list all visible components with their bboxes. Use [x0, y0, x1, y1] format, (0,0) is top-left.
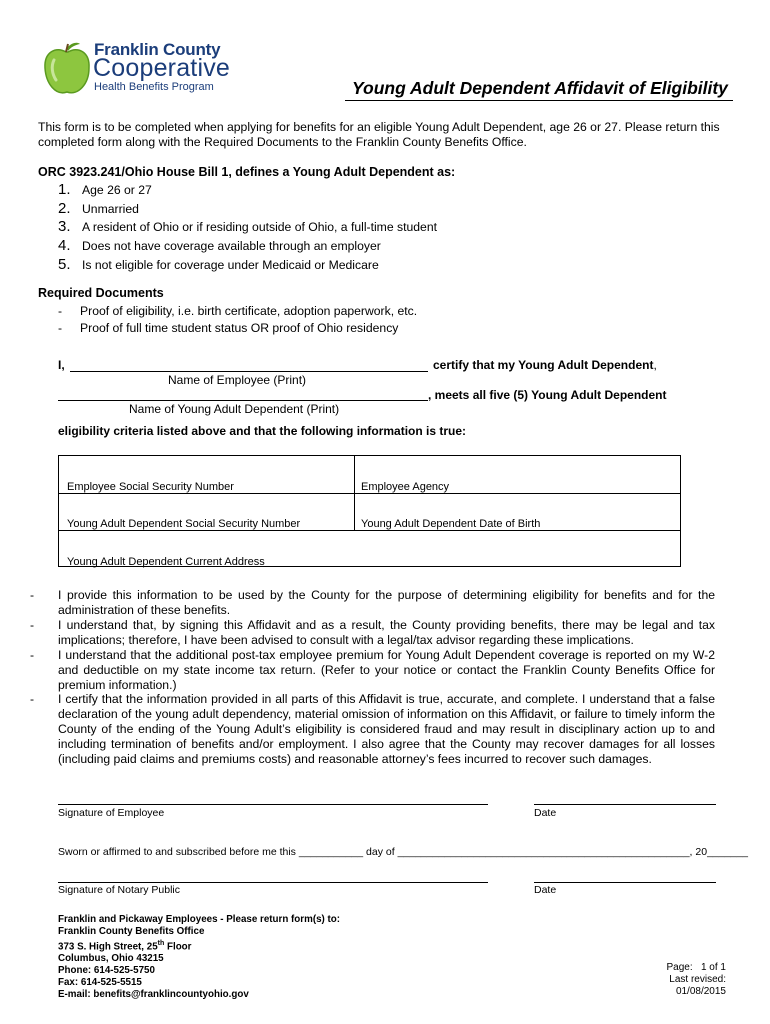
footer-fax: Fax: 614-525-5515 [58, 977, 142, 989]
dependent-address-field[interactable]: Young Adult Dependent Current Address [67, 556, 265, 568]
table-divider [59, 493, 680, 494]
notary-signature-line[interactable] [58, 882, 488, 883]
notary-date-line[interactable] [534, 882, 716, 883]
footer-office: Franklin County Benefits Office [58, 926, 205, 937]
footer-heading: Franklin and Pickaway Employees - Please return form(s) to: [58, 914, 341, 925]
last-revised: Last revised: 01/08/2015 [669, 974, 726, 997]
employee-date-label: Date [534, 807, 557, 819]
page-number: Page: 1 of 1 [666, 962, 726, 973]
criteria-item: 3. A resident of Ohio or if residing outside of Ohio, a full-time student [58, 218, 437, 235]
cert-certify-text: certify that my Young Adult Dependent, [433, 358, 657, 372]
statement-item: - I certify that the information provided in all parts of this Affidavit is true, accurate, and complete. I understand that a false declaration of the young adult dependency, material omission of information on this Affidavit, or failure to timely inform the County of the ending of the Young Adult’s eligibility is considered fraud and may result in disciplinary action up to and including termination of benefits and/or employment. I also agree that the County may recover damages for all losses (including paid claims and premiums costs) and reasonable attorney’s fees incurred to recover such damages. [30, 692, 715, 766]
apple-icon [42, 40, 92, 96]
dependent-dob-field[interactable]: Young Adult Dependent Date of Birth [361, 518, 541, 530]
notary-date-label: Date [534, 884, 557, 896]
logo-line-2: Cooperative [93, 54, 231, 82]
sworn-year-blank[interactable]: _______ [707, 846, 748, 858]
notary-signature-label: Signature of Notary Public [58, 884, 180, 896]
cert-meets-text: , meets all five (5) Young Adult Dependent [428, 388, 667, 402]
statement-item: - I understand that the additional post-tax employee premium for Young Adult Dependent coverage is reported on my W-2 and deductible on my state income tax return. (Refer to your notice or contact the Franklin County Benefits Office for premium information.) [30, 648, 715, 692]
dependent-info-table [58, 455, 681, 567]
employee-signature-label: Signature of Employee [58, 807, 165, 819]
footer-street: 373 S. High Street, 25th Floor [58, 940, 192, 953]
logo [42, 40, 242, 98]
statement-item: - I understand that, by signing this Affidavit and as a result, the County providing benefits, there may be legal and tax implications; therefore, I have been advised to consult with a legal/tax advisor regarding these implications. [30, 618, 715, 647]
employee-name-caption: Name of Employee (Print) [168, 373, 307, 387]
table-divider [354, 456, 355, 530]
footer-phone: Phone: 614-525-5750 [58, 965, 155, 977]
intro-paragraph: This form is to be completed when applying for benefits for an eligible Young Adult Dependent, age 26 or 27. Please return this completed form along with the Required Documents to the Franklin County Benefits Office. [38, 120, 720, 149]
employee-date-line[interactable] [534, 804, 716, 805]
logo-line-3: Health Benefits Program [94, 81, 214, 93]
table-divider [59, 530, 680, 531]
footer-city: Columbus, Ohio 43215 [58, 953, 164, 965]
dependent-name-line[interactable] [58, 400, 428, 401]
criteria-item: 5. Is not eligible for coverage under Medicaid or Medicare [58, 256, 379, 273]
footer-email: E-mail: benefits@franklincountyohio.gov [58, 989, 249, 1001]
required-document-item: - Proof of eligibility, i.e. birth certificate, adoption paperwork, etc. [58, 304, 418, 318]
title-underline [345, 100, 733, 101]
sworn-month-blank[interactable]: __________________________________________________ [397, 846, 690, 858]
criteria-item: 2. Unmarried [58, 200, 139, 217]
employee-agency-field[interactable]: Employee Agency [361, 481, 450, 493]
dependent-name-caption: Name of Young Adult Dependent (Print) [129, 402, 340, 416]
criteria-item: 1. Age 26 or 27 [58, 181, 152, 198]
page-title: Young Adult Dependent Affidavit of Eligibility [352, 78, 728, 98]
required-document-item: - Proof of full time student status OR proof of Ohio residency [58, 321, 399, 335]
page-info [620, 962, 726, 998]
orc-heading: ORC 3923.241/Ohio House Bill 1, defines a Young Adult Dependent as: [38, 165, 456, 179]
return-address-block [58, 914, 340, 1001]
criteria-item: 4. Does not have coverage available through an employer [58, 237, 381, 254]
required-documents-heading: Required Documents [38, 286, 164, 300]
sworn-statement: Sworn or affirmed to and subscribed before me this ___________ day of __________________________________________________, 20_______ [58, 846, 748, 858]
statement-item: - I provide this information to be used by the County for the purpose of determining eligibility for benefits and for the administration of these benefits. [30, 588, 715, 617]
logo-line-1: Franklin County [94, 40, 221, 59]
employee-ssn-field[interactable]: Employee Social Security Number [67, 481, 234, 493]
dependent-ssn-field[interactable]: Young Adult Dependent Social Security Number [67, 518, 301, 530]
cert-i-label: I, [58, 358, 65, 372]
employee-name-line[interactable] [70, 371, 428, 372]
sworn-day-blank[interactable]: ___________ [298, 846, 364, 858]
employee-signature-line[interactable] [58, 804, 488, 805]
cert-criteria-line: eligibility criteria listed above and that the following information is true: [58, 424, 467, 438]
